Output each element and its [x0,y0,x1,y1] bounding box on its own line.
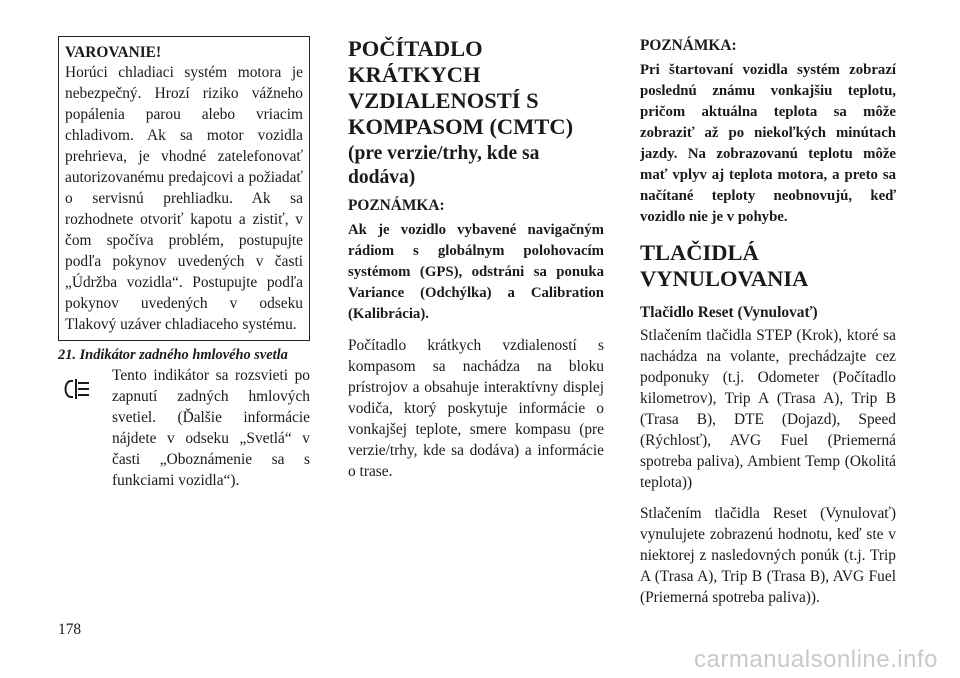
page-number: 178 [58,621,82,638]
body-paragraph: Počítadlo krátkych vzdialeností s kompasom sa nachádza na bloku prístrojov a obsahuje interaktívny displej vodiča, ktorý poskytuje informácie o vonkajšej teplote, smere kompasu (pre verzie/trhy, kde sa dodáva) a informácie o trase. [348,337,604,480]
note-label: POZNÁMKA: [348,197,445,214]
note-text: Ak je vozidlo vybavené navigačným rádiom s globálnym polohovacím systémom (GPS), odstráni sa ponuka Variance (Odchýlka) a Calibration (Kalibrácia). [348,222,604,322]
warning-text: Horúci chladiaci systém motora je nebezpečný. Hrozí riziko vážneho popálenia parou alebo vriacim chladivom. Ak sa motor vozidla prehrieva, je vhodné zatelefonovať autorizovanému predajcovi a požiadať o servisnú prehliadku. Ak sa rozhodnete otvoriť kapotu a zistiť, v čom spočíva problém, postupujte podľa pokynov uvedených v časti „Údržba vozidla“. Postupujte podľa pokynov uvedených v odseku Tlakový uzáver chladiaceho systému. [65,64,303,333]
section-title-cmtc: POČÍTADLO KRÁTKYCH VZDIALENOSTÍ S KOMPASOM (CMTC) [348,36,574,139]
body-paragraph: Stlačením tlačidla STEP (Krok), ktoré sa nachádza na volante, prechádzajte cez podponuky (t.j. Odometer (Počítadlo kilometrov), Trip A (Trasa A), Trip B (Trasa B), DTE (Dojazd), Speed (Rýchlosť), AVG Fuel (Priemerná spotreba paliva), Ambient Temp (Okolitá teplota)) [640,327,896,491]
indicator-description [58,365,310,491]
warning-box [58,36,310,341]
column-right [640,36,896,608]
section-subtitle: (pre verzie/trhy, kde sa dodáva) [348,143,540,188]
note-label: POZNÁMKA: [640,37,737,54]
column-left [58,36,310,491]
indicator-text: Tento indikátor sa rozsvieti po zapnutí zadných hmlových svetiel. (Ďalšie informácie nájdete v odseku „Svetlá“ v časti „Oboznámenie sa s funkciami vozidla“). [112,367,310,489]
warning-title: VAROVANIE! [65,44,162,61]
body-paragraph: Stlačením tlačidla Reset (Vynulovať) vynulujete zobrazenú hodnotu, keď ste v niektorej z nasledovných ponúk (t.j. Trip A (Trasa A), Trip B (Trasa B), AVG Fuel (Priemerná spotreba paliva)). [640,505,896,606]
column-middle [348,36,604,482]
subheading-reset-button: Tlačidlo Reset (Vynulovať) [640,304,818,321]
note-text: Pri štartovaní vozidla systém zobrazí poslednú známu vonkajšiu teplotu, pričom aktuálna teplota sa môže zobraziť až po niekoľkých minútach jazdy. Na zobrazovanú teplotu môže mať vplyv aj teplota motora, a preto sa načítané teploty neobnovujú, keď vozidlo nie je v pohybe. [640,62,896,225]
rear-fog-light-icon [61,378,91,400]
indicator-title: 21. Indikátor zadného hmlového svetla [58,347,288,363]
section-title-reset: TLAČIDLÁ VYNULOVANIA [640,240,809,291]
watermark: carmanualsonline.info [694,646,938,673]
